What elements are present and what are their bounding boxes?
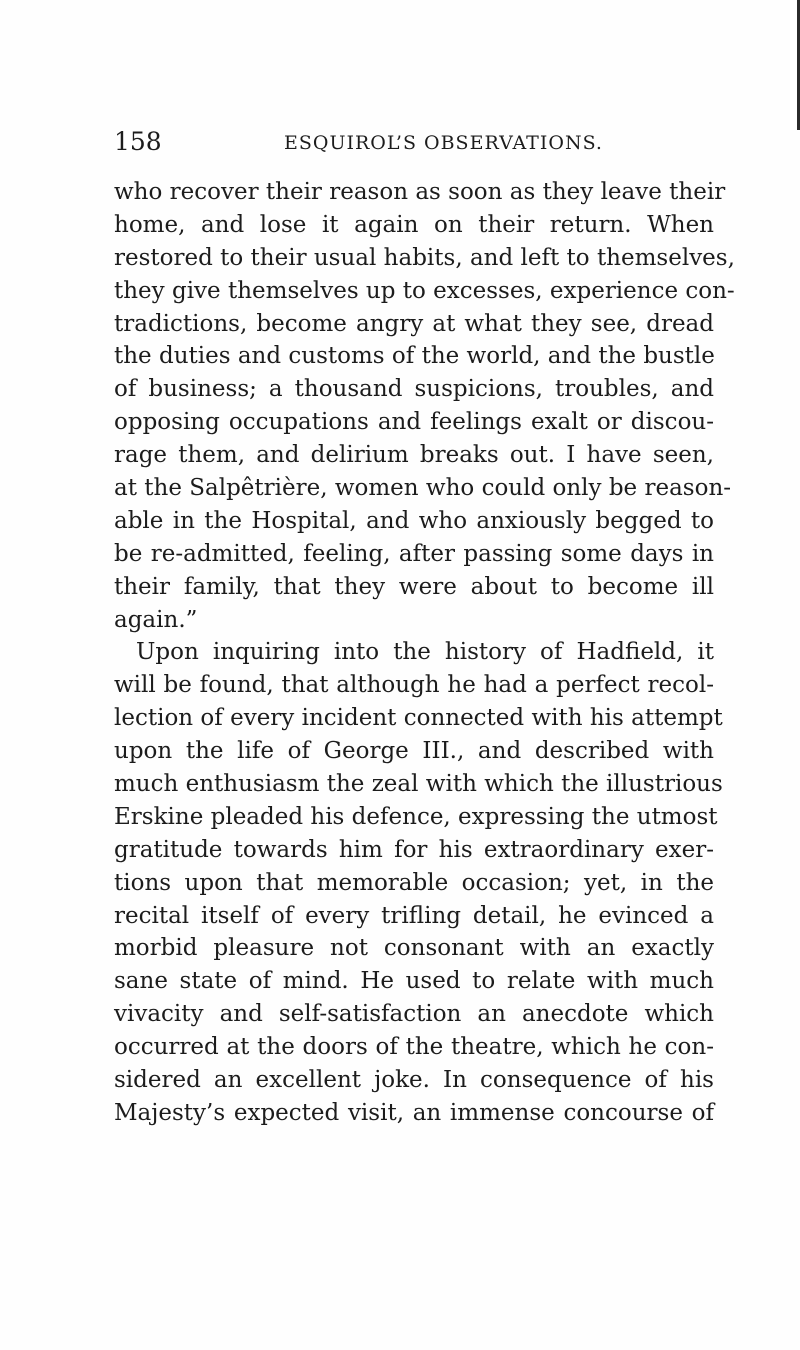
page-header	[114, 127, 714, 161]
text-line: rage them, and delirium breaks out. I have seen,	[114, 442, 714, 469]
text-line: sane state of mind. He used to relate with much	[114, 968, 714, 995]
running-title: ESQUIROL’S OBSERVATIONS.	[284, 132, 603, 154]
text-line: much enthusiasm the zeal with which the illustrious	[114, 771, 723, 798]
text-line: will be found, that although he had a perfect recol-	[114, 672, 714, 699]
text-line: at the Salpêtrière, women who could only be reason-	[114, 475, 732, 502]
text-line: gratitude towards him for his extraordinary exer-	[114, 836, 714, 863]
text-line: their family, that they were about to become ill	[114, 573, 714, 600]
text-line: tions upon that memorable occasion; yet, in the	[114, 869, 714, 896]
text-line: home, and lose it again on their return. When	[114, 211, 714, 238]
text-line: they give themselves up to excesses, experience con-	[114, 277, 735, 304]
text-line: lection of every incident connected with his attempt	[114, 705, 723, 732]
text-line: the duties and customs of the world, and the bustle	[114, 343, 715, 370]
text-line: opposing occupations and feelings exalt or discou-	[114, 409, 714, 436]
text-line: restored to their usual habits, and left to themselves,	[114, 244, 735, 271]
body-text	[114, 176, 735, 1130]
text-line: able in the Hospital, and who anxiously begged to	[114, 507, 714, 534]
text-line: who recover their reason as soon as they leave their	[114, 179, 726, 205]
text-line: again.”	[114, 606, 198, 633]
text-line: Majesty’s expected visit, an immense concourse of	[114, 1099, 714, 1126]
text-line: vivacity and self-satisfaction an anecdote which	[114, 1001, 714, 1028]
text-line: sidered an excellent joke. In consequence of his	[114, 1067, 714, 1094]
text-line: occurred at the doors of the theatre, which he con-	[114, 1034, 714, 1061]
text-line: Upon inquiring into the history of Hadfield, it	[136, 639, 714, 666]
text-line: morbid pleasure not consonant with an exactly	[114, 935, 714, 962]
text-line: of business; a thousand suspicions, troubles, and	[114, 376, 714, 403]
text-line: upon the life of George III., and described with	[114, 738, 714, 765]
text-line: Erskine pleaded his defence, expressing the utmost	[114, 803, 718, 830]
text-line: recital itself of every trifling detail, he evinced a	[114, 902, 714, 929]
text-line: tradictions, become angry at what they see, dread	[114, 310, 714, 337]
page-number: 158	[114, 127, 162, 156]
text-line: be re-admitted, feeling, after passing some days in	[114, 540, 714, 567]
